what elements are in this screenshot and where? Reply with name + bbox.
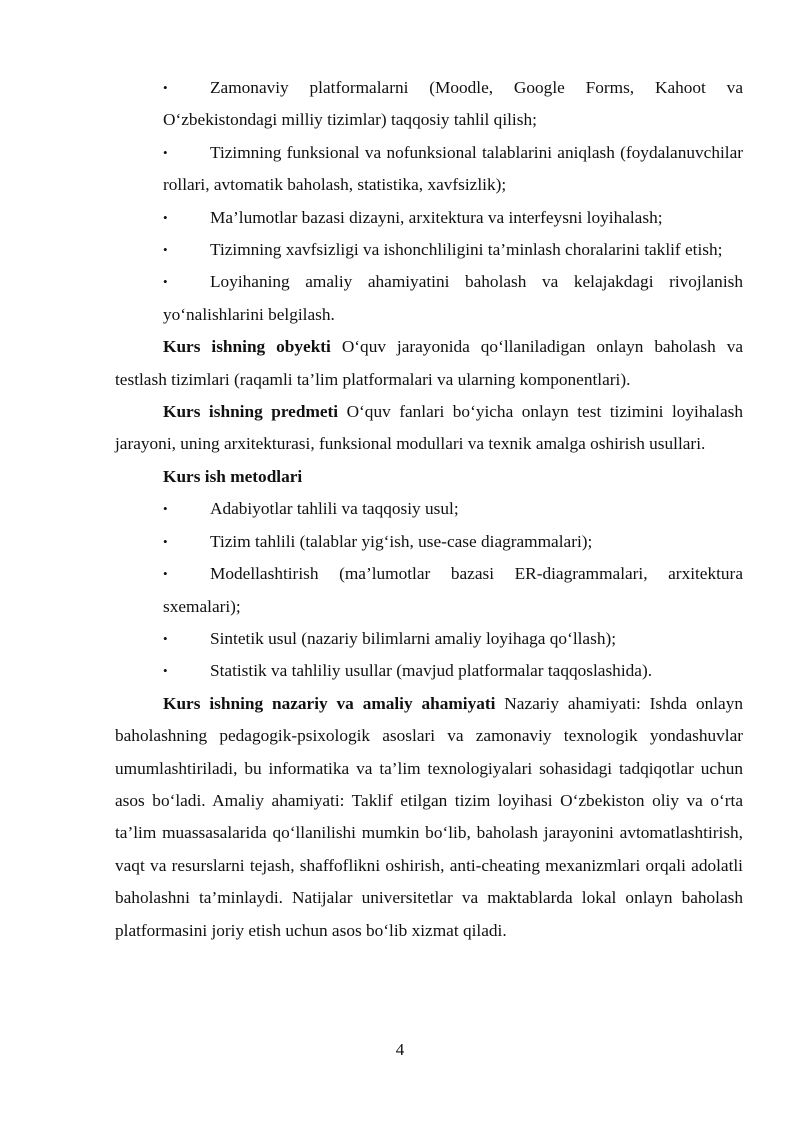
significance-heading: Kurs ishning nazariy va amaliy ahamiyati: [163, 693, 496, 713]
list-item: [163, 266, 743, 331]
significance-paragraph: [115, 688, 743, 947]
list-item-text: Statistik va tahliliy usullar (mavjud platformalar taqqoslashida).: [210, 661, 653, 681]
list-item-text: Tizim tahlili (talablar yig‘ish, use-case diagrammalari);: [210, 531, 593, 551]
subject-heading: Kurs ishning predmeti: [163, 402, 339, 422]
bullet-icon: •: [163, 242, 168, 258]
list-item: [163, 558, 743, 623]
bullet-icon: •: [163, 663, 168, 679]
bullet-icon: •: [163, 501, 168, 517]
list-item-text: Ma’lumotlar bazasi dizayni, arxitektura va interfeysni loyihalash;: [210, 207, 663, 227]
list-item: [163, 493, 743, 525]
subject-text: O‘quv fanlari bo‘yicha onlayn test tizimini loyihalash jarayoni, uning arxitekturasi, funksional modullari va texnik amalga oshirish usullari.: [115, 402, 743, 454]
list-item-text: Loyihaning amaliy ahamiyatini baholash va kelajakdagi rivojlanish yo‘nalishlarini belgilash.: [163, 272, 743, 324]
body-text: [115, 72, 743, 947]
object-text: O‘quv jarayonida qo‘llaniladigan onlayn baholash va testlash tizimlari (raqamli ta’lim platformalari va ularning komponentlari).: [115, 337, 744, 389]
bullet-icon: •: [163, 274, 168, 290]
list-item-text: Modellashtirish (ma’lumotlar bazasi ER-diagrammalari, arxitektura sxemalari);: [163, 564, 743, 616]
object-heading: Kurs ishning obyekti: [163, 337, 331, 357]
list-item: [163, 623, 743, 655]
list-item: [163, 72, 743, 137]
bullet-icon: •: [163, 630, 168, 646]
list-item-text: Adabiyotlar tahlili va taqqosiy usul;: [210, 499, 459, 519]
bullet-icon: •: [163, 533, 168, 549]
bullet-icon: •: [163, 209, 168, 225]
bullet-icon: •: [163, 566, 168, 582]
list-item: [163, 526, 743, 558]
list-item: [163, 137, 743, 202]
subject-paragraph: [115, 396, 743, 461]
object-paragraph: [115, 331, 743, 396]
list-item-text: Zamonaviy platformalarni (Moodle, Google Forms, Kahoot va O‘zbekistondagi milliy tizimlar) taqqosiy tahlil qilish;: [163, 78, 743, 130]
list-item: [163, 234, 743, 266]
list-item: [163, 655, 743, 687]
objectives-list: [115, 72, 743, 331]
bullet-icon: •: [163, 144, 168, 160]
methods-heading: Kurs ish metodlari: [163, 466, 303, 486]
list-item-text: Tizimning funksional va nofunksional talablarini aniqlash (foydalanuvchilar rollari, avtomatik baholash, statistika, xavfsizlik);: [163, 142, 743, 195]
bullet-icon: •: [163, 80, 168, 95]
list-item: [163, 202, 743, 234]
significance-text: Nazariy ahamiyati: Ishda onlayn baholashning pedagogik-psixologik asoslari va zamonaviy texnologik yondashuvlar umumlashtiriladi, bu informatika va ta’lim texnologiyalari sohasidagi tadqiqotlar uchun asos bo‘ladi. Amaliy ahamiyati: Taklif etilgan tizim loyihasi O‘zbekiston oliy va o‘rta ta’lim muassasalarida qo‘llanilishi mumkin bo‘lib, baholash jarayonini avtomatlashtirish, vaqt va resurslarni tejash, shaffoflikni oshirish, anti-cheating mexanizmlari orqali adolatli baholashni ta’minlaydi. Natijalar universitetlar va maktablarda lokal onlayn baholash platformasini joriy etish uchun asos bo‘lib xizmat qiladi.: [115, 693, 744, 940]
page-number: 4: [395, 1040, 405, 1059]
list-item-text: Sintetik usul (nazariy bilimlarni amaliy loyihaga qo‘llash);: [210, 628, 617, 648]
list-item-text: Tizimning xavfsizligi va ishonchliligini ta’minlash choralarini taklif etish;: [210, 240, 723, 260]
methods-list: [115, 493, 743, 687]
